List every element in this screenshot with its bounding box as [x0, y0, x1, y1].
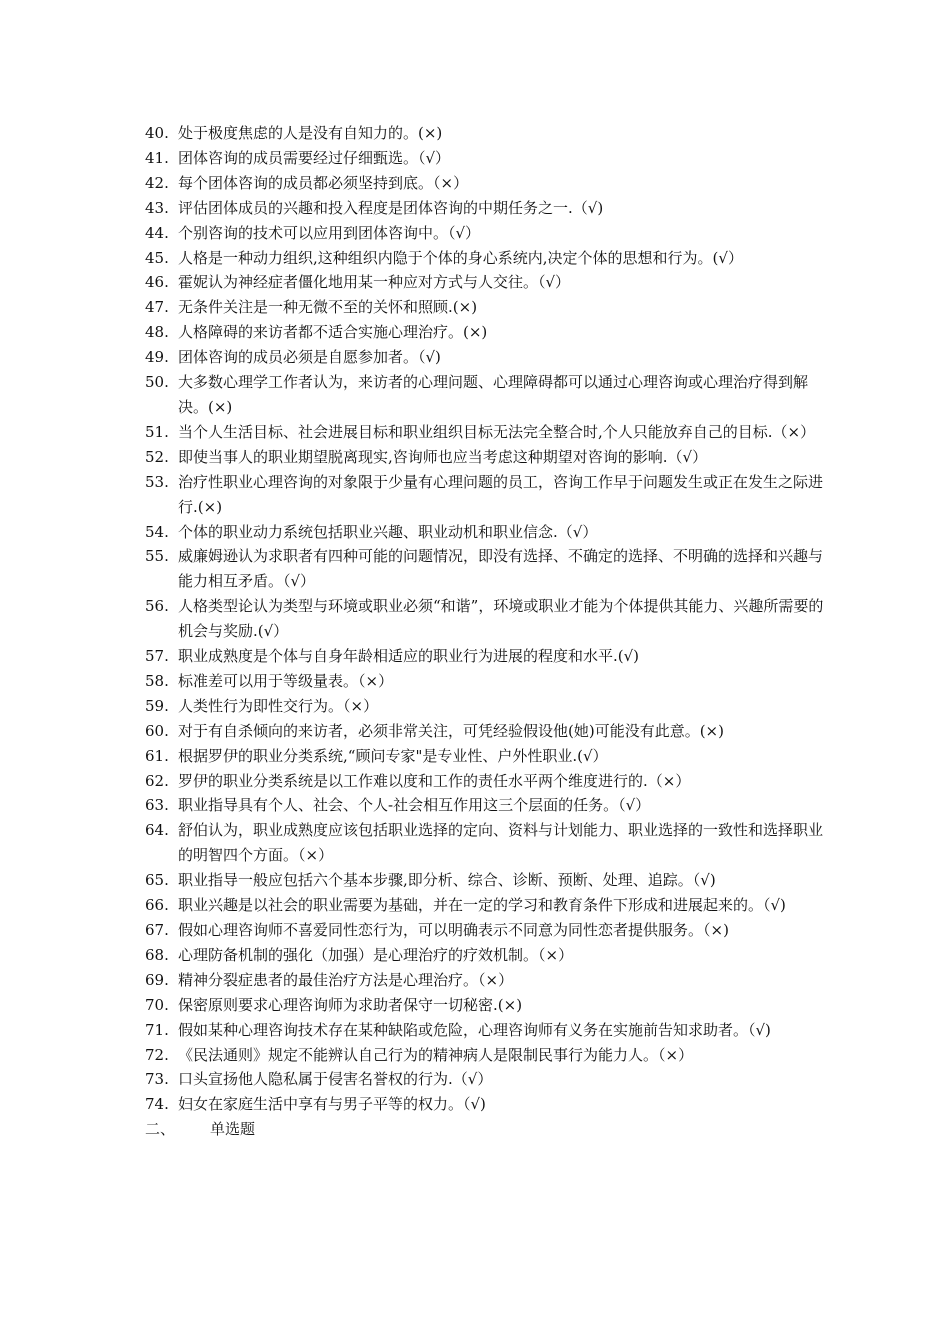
section-heading — [145, 1117, 835, 1142]
item-text: 人类性行为即性交行为。（×） — [178, 696, 379, 715]
item-text: 职业成熟度是个体与自身年龄相适应的职业行为进展的程度和水平.(√) — [178, 647, 640, 666]
item-number: 73. — [145, 1070, 169, 1089]
list-item — [145, 968, 835, 993]
item-number: 56. — [145, 597, 169, 616]
item-number: 52. — [145, 447, 169, 466]
item-text: 口头宣扬他人隐私属于侵害名誉权的行为.（√） — [178, 1070, 493, 1089]
list-item — [145, 121, 835, 146]
item-number: 65. — [145, 871, 169, 890]
item-text: 罗伊的职业分类系统是以工作难以度和工作的责任水平两个维度进行的.（×） — [178, 771, 691, 790]
list-item — [145, 420, 835, 445]
item-number: 60. — [145, 721, 169, 740]
item-number: 61. — [145, 746, 169, 765]
item-number: 72. — [145, 1045, 169, 1064]
list-item — [145, 594, 835, 644]
list-item — [145, 893, 835, 918]
item-text: 评估团体成员的兴趣和投入程度是团体咨询的中期任务之一.（√) — [178, 198, 604, 217]
item-text: 职业指导一般应包括六个基本步骤,即分析、综合、诊断、预断、处理、追踪。（√) — [178, 871, 716, 890]
list-item — [145, 221, 835, 246]
list-item — [145, 146, 835, 171]
item-text: 即使当事人的职业期望脱离现实,咨询师也应当考虑这种期望对咨询的影响.（√） — [178, 447, 708, 466]
list-item — [145, 470, 835, 520]
item-number: 43. — [145, 198, 169, 217]
true-false-question-list — [145, 121, 835, 1142]
item-text: 职业指导具有个人、社会、个人-社会相互作用这三个层面的任务。（√） — [178, 796, 651, 815]
list-item — [145, 694, 835, 719]
list-item — [145, 793, 835, 818]
list-item — [145, 669, 835, 694]
list-item — [145, 370, 835, 420]
list-item — [145, 818, 835, 868]
section-number: 二、 — [145, 1120, 176, 1139]
item-text: 团体咨询的成员需要经过仔细甄选。（√） — [178, 148, 451, 167]
item-number: 71. — [145, 1020, 169, 1039]
list-item — [145, 918, 835, 943]
list-item — [145, 445, 835, 470]
item-number: 59. — [145, 696, 169, 715]
item-text: 个别咨询的技术可以应用到团体咨询中。（√） — [178, 223, 481, 242]
item-text: 每个团体咨询的成员都必须坚持到底。（×） — [178, 173, 469, 192]
item-text: 假如某种心理咨询技术存在某种缺陷或危险，心理咨询师有义务在实施前告知求助者。（√) — [178, 1020, 771, 1039]
item-number: 57. — [145, 647, 169, 666]
item-text: 职业兴趣是以社会的职业需要为基础，并在一定的学习和教育条件下形成和进展起来的。（√) — [178, 896, 786, 915]
list-item — [145, 520, 835, 545]
item-text: 《民法通则》规定不能辨认自己行为的精神病人是限制民事行为能力人。（×） — [178, 1045, 694, 1064]
list-item — [145, 868, 835, 893]
item-number: 69. — [145, 970, 169, 989]
list-item — [145, 544, 835, 594]
item-number: 74. — [145, 1095, 169, 1114]
list-item — [145, 171, 835, 196]
item-text: 无条件关注是一种无微不至的关怀和照顾.(×) — [178, 298, 478, 317]
section-title: 单选题 — [210, 1120, 256, 1139]
list-item — [145, 1018, 835, 1043]
list-item — [145, 644, 835, 669]
list-item — [145, 270, 835, 295]
item-text: 精神分裂症患者的最佳治疗方法是心理治疗。（×） — [178, 970, 514, 989]
item-number: 49. — [145, 348, 169, 367]
item-number: 63. — [145, 796, 169, 815]
item-text: 大多数心理学工作者认为，来访者的心理问题、心理障碍都可以通过心理咨询或心理治疗得到解决。(×) — [178, 373, 809, 416]
item-number: 53. — [145, 472, 169, 491]
item-number: 42. — [145, 173, 169, 192]
list-item — [145, 1043, 835, 1068]
item-text: 当个人生活目标、社会进展目标和职业组织目标无法完全整合时,个人只能放弃自己的目标.（×） — [178, 422, 816, 441]
item-number: 54. — [145, 522, 169, 541]
list-item — [145, 196, 835, 221]
list-item — [145, 320, 835, 345]
item-number: 68. — [145, 945, 169, 964]
list-item — [145, 345, 835, 370]
item-text: 治疗性职业心理咨询的对象限于少量有心理问题的员工，咨询工作早于问题发生或正在发生之际进行.(×) — [178, 472, 824, 516]
list-item — [145, 719, 835, 744]
list-item — [145, 246, 835, 271]
list-item — [145, 769, 835, 794]
list-item — [145, 993, 835, 1018]
item-text: 处于极度焦虑的人是没有自知力的。(×) — [178, 124, 443, 142]
item-text: 威廉姆逊认为求职者有四种可能的问题情况，即没有选择、不确定的选择、不明确的选择和兴趣与能力相互矛盾。（√） — [178, 547, 824, 591]
item-number: 40. — [145, 124, 169, 142]
item-text: 心理防备机制的强化（加强）是心理治疗的疗效机制。（×） — [178, 945, 574, 964]
list-item — [145, 943, 835, 968]
item-text: 人格类型论认为类型与环境或职业必须“和谐”，环境或职业才能为个体提供其能力、兴趣所需要的机会与奖励.(√） — [178, 597, 824, 641]
item-number: 45. — [145, 248, 169, 267]
item-text: 对于有自杀倾向的来访者，必须非常关注，可凭经验假设他(她)可能没有此意。(×) — [178, 721, 724, 740]
item-number: 67. — [145, 921, 169, 939]
item-text: 霍妮认为神经症者僵化地用某一种应对方式与人交往。（√） — [178, 273, 571, 292]
item-number: 47. — [145, 298, 169, 317]
item-number: 55. — [145, 547, 169, 566]
item-number: 50. — [145, 373, 169, 392]
item-text: 根据罗伊的职业分类系统,“顾问专家"是专业性、户外性职业.(√） — [178, 746, 608, 765]
item-text: 个体的职业动力系统包括职业兴趣、职业动机和职业信念.（√） — [178, 522, 598, 541]
item-number: 46. — [145, 273, 169, 292]
item-number: 58. — [145, 671, 169, 690]
item-number: 48. — [145, 323, 169, 342]
item-text: 妇女在家庭生活中享有与男子平等的权力。（√) — [178, 1095, 486, 1114]
item-text: 标准差可以用于等级量表。（×） — [178, 671, 394, 690]
item-number: 51. — [145, 422, 169, 441]
item-number: 70. — [145, 995, 169, 1014]
item-text: 假如心理咨询师不喜爱同性恋行为，可以明确表示不同意为同性恋者提供服务。（×) — [178, 921, 729, 939]
item-text: 人格障碍的来访者都不适合实施心理治疗。(×) — [178, 323, 488, 342]
item-text: 舒伯认为，职业成熟度应该包括职业选择的定向、资料与计划能力、职业选择的一致性和选择职业的明智四个方面。（×） — [178, 821, 824, 865]
list-item — [145, 1092, 835, 1117]
item-number: 66. — [145, 896, 169, 915]
item-number: 64. — [145, 821, 169, 840]
list-item — [145, 295, 835, 320]
list-item — [145, 744, 835, 769]
item-number: 62. — [145, 771, 169, 790]
item-number: 41. — [145, 148, 169, 167]
item-text: 人格是一种动力组织,这种组织内隐于个体的身心系统内,决定个体的思想和行为。(√） — [178, 248, 743, 267]
item-text: 保密原则要求心理咨询师为求助者保守一切秘密.(×) — [178, 995, 523, 1014]
item-number: 44. — [145, 223, 169, 242]
list-item — [145, 1067, 835, 1092]
item-text: 团体咨询的成员必须是自愿参加者。（√) — [178, 348, 441, 367]
